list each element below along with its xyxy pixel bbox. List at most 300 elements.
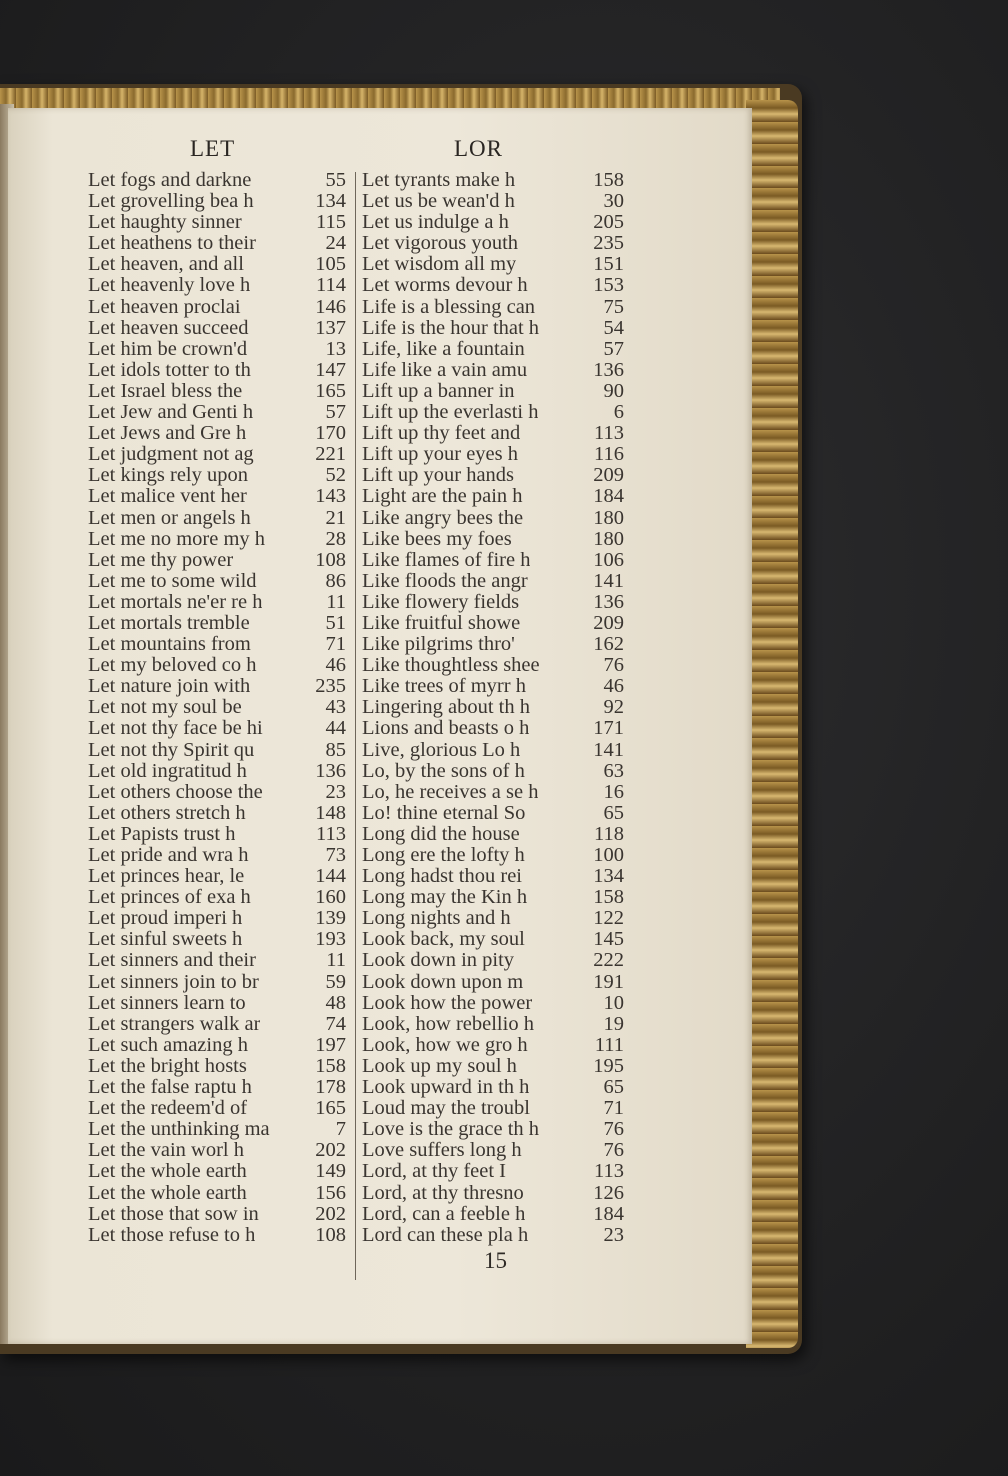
index-entry [362,740,624,761]
hymn-number: 111 [594,1033,624,1056]
entry-first-line: Life is the hour that h [362,317,540,339]
entry-first-line: Lift up a banner in [362,380,515,402]
right-index-column [362,170,624,1246]
column-divider [355,172,356,1280]
entry-first-line: Let haughty sinner [88,212,242,234]
hymn-number: 90 [603,379,624,402]
entry-first-line: Let my beloved co h [88,655,257,677]
entry-first-line: Let worms devour h [362,275,528,297]
hymn-number: 134 [315,190,346,213]
index-entry [88,1204,346,1225]
index-entry [362,486,624,507]
hymn-number: 151 [593,253,624,276]
hymn-number: 76 [603,654,624,677]
index-entry [362,529,624,550]
entry-first-line: Lo, by the sons of h [362,760,525,782]
hymn-number: 85 [325,738,346,761]
hymn-number: 63 [603,759,624,782]
hymn-number: 65 [603,801,624,824]
entry-first-line: Let the false raptu h [88,1077,252,1099]
hymn-number: 51 [325,611,346,634]
index-entry [362,360,624,381]
index-entry [88,170,346,191]
entry-first-line: Let wisdom all my [362,254,517,276]
index-entry [88,908,346,929]
index-entry [362,908,624,929]
hymn-number: 149 [315,1160,346,1183]
entry-first-line: Let heavenly love h [88,275,251,297]
hymn-number: 24 [325,232,346,255]
entry-first-line: Long hadst thou rei [362,866,522,888]
index-entry [362,212,624,233]
entry-first-line: Let those that sow in [88,1203,259,1225]
left-index-column [88,170,346,1246]
index-entry [88,950,346,971]
hymn-number: 158 [593,169,624,191]
entry-first-line: Lift up your hands [362,465,515,487]
hymn-number: 16 [603,780,624,803]
entry-first-line: Lord can these pla h [362,1224,529,1246]
index-entry [88,592,346,613]
entry-first-line: Long did the house [362,823,520,845]
hymn-number: 235 [315,675,346,698]
entry-first-line: Let heaven proclai [88,296,241,318]
index-entry [88,634,346,655]
index-entry [88,1119,346,1140]
entry-first-line: Long may the Kin h [362,887,528,909]
hymn-number: 13 [325,337,346,360]
hymn-number: 44 [325,717,346,740]
entry-first-line: Let Jews and Gre h [88,423,247,445]
hymn-number: 197 [315,1033,346,1056]
entry-first-line: Let kings rely upon [88,465,248,487]
entry-first-line: Like angry bees the [362,507,524,529]
index-entry [362,782,624,803]
hymn-number: 191 [593,970,624,993]
entry-first-line: Live, glorious Lo h [362,739,521,761]
hymn-number: 184 [593,485,624,508]
index-entry [88,360,346,381]
hymn-number: 221 [315,443,346,466]
hymn-number: 10 [603,991,624,1014]
index-entry [88,761,346,782]
entry-first-line: Let others stretch h [88,802,246,824]
index-entry [88,929,346,950]
hymn-number: 116 [594,443,624,466]
hymn-number: 76 [603,1118,624,1141]
entry-first-line: Let proud imperi h [88,908,243,930]
index-entry [362,191,624,212]
index-entry [88,212,346,233]
index-entry [88,297,346,318]
hymn-number: 76 [603,1139,624,1162]
hymn-number: 113 [594,422,624,445]
index-entry [362,592,624,613]
entry-first-line: Let not my soul be [88,697,242,719]
index-entry [362,339,624,360]
hymn-number: 30 [603,190,624,213]
entry-first-line: Let him be crown'd [88,338,248,360]
hymn-number: 106 [593,548,624,571]
entry-first-line: Let not thy Spirit qu [88,739,255,761]
index-entry [362,697,624,718]
index-entry [362,634,624,655]
index-entry [88,529,346,550]
index-entry [88,655,346,676]
left-running-head: LET [190,136,236,161]
hymn-number: 145 [593,928,624,951]
index-entry [88,613,346,634]
hymn-number: 180 [593,527,624,550]
index-entry [88,1035,346,1056]
entry-first-line: Let me to some wild [88,570,257,592]
hymn-number: 209 [593,611,624,634]
hymn-number: 158 [315,1054,346,1077]
hymn-number: 52 [325,464,346,487]
hymn-number: 74 [325,1012,346,1035]
entry-first-line: Like bees my foes [362,528,512,550]
hymn-number: 23 [603,1223,624,1246]
entry-first-line: Let tyrants make h [362,170,516,191]
entry-first-line: Let men or angels h [88,507,251,529]
hymn-number: 71 [603,1097,624,1120]
entry-first-line: Let those refuse to h [88,1224,256,1246]
index-entry [362,508,624,529]
index-entry [88,1161,346,1182]
index-entry [88,845,346,866]
hymn-number: 28 [325,527,346,550]
hymn-number: 209 [593,464,624,487]
hymn-number: 126 [593,1181,624,1204]
hymn-number: 146 [315,295,346,318]
entry-first-line: Loud may the troubl [362,1098,530,1120]
entry-first-line: Let old ingratitud h [88,760,247,782]
hymn-number: 137 [315,316,346,339]
entry-first-line: Lord, can a feeble h [362,1203,526,1225]
hymn-number: 147 [315,358,346,381]
hymn-number: 21 [325,506,346,529]
entry-first-line: Lift up your eyes h [362,444,518,466]
index-entry [362,571,624,592]
hymn-number: 153 [593,274,624,297]
hymn-number: 113 [594,1160,624,1183]
index-entry [362,1014,624,1035]
entry-first-line: Let nature join with [88,676,251,698]
entry-first-line: Let heaven, and all [88,254,244,276]
hymn-number: 11 [326,590,346,613]
index-entry [362,1140,624,1161]
index-entry [362,297,624,318]
entry-first-line: Look how the power [362,992,533,1014]
hymn-number: 108 [315,548,346,571]
hymn-number: 43 [325,696,346,719]
page-number: 15 [484,1248,507,1273]
hymn-number: 171 [593,717,624,740]
entry-first-line: Let idols totter to th [88,359,251,381]
index-entry [88,1183,346,1204]
entry-first-line: Let mountains from [88,634,251,656]
index-entry [88,381,346,402]
hymn-number: 115 [316,211,346,234]
index-entry [88,803,346,824]
entry-first-line: Look, how rebellio h [362,1013,534,1035]
entry-first-line: Like flames of fire h [362,549,531,571]
index-entry [362,803,624,824]
index-entry [88,254,346,275]
hymn-number: 143 [315,485,346,508]
index-entry [362,1119,624,1140]
hymn-number: 144 [315,865,346,888]
hymn-number: 235 [593,232,624,255]
index-entry [88,423,346,444]
index-entry [88,402,346,423]
entry-first-line: Look back, my soul [362,929,525,951]
entry-first-line: Let the whole earth [88,1182,247,1204]
index-entry [362,1056,624,1077]
index-entry [362,761,624,782]
entry-first-line: Long ere the lofty h [362,845,525,866]
hymn-number: 156 [315,1181,346,1204]
entry-first-line: Look upward in th h [362,1077,530,1099]
entry-first-line: Let strangers walk ar [88,1013,261,1035]
index-entry [88,444,346,465]
hymn-number: 141 [593,738,624,761]
hymn-number: 48 [325,991,346,1014]
entry-first-line: Let us indulge a h [362,212,509,234]
index-entry [88,866,346,887]
entry-first-line: Love suffers long h [362,1140,522,1162]
index-entry [362,1077,624,1098]
index-entry [88,993,346,1014]
index-entry [88,465,346,486]
entry-first-line: Let heaven succeed [88,317,249,339]
index-entry [362,1098,624,1119]
hymn-number: 202 [315,1139,346,1162]
hymn-number: 180 [593,506,624,529]
hymn-number: 92 [603,696,624,719]
index-entry [88,191,346,212]
entry-first-line: Let the bright hosts [88,1055,247,1077]
index-entry [362,950,624,971]
hymn-number: 100 [593,844,624,866]
index-entry [88,782,346,803]
index-entry [88,676,346,697]
index-entry [88,887,346,908]
index-entry [362,233,624,254]
hymn-number: 65 [603,1076,624,1099]
hymn-number: 118 [594,822,624,845]
entry-first-line: Let me thy power [88,549,234,571]
hymn-number: 158 [593,886,624,909]
hymn-number: 73 [325,844,346,866]
gilt-page-edge-right [746,100,798,1348]
entry-first-line: Like thoughtless shee [362,655,540,677]
entry-first-line: Lingering about th h [362,697,530,719]
entry-first-line: Let mortals tremble [88,612,250,634]
index-entry [362,824,624,845]
hymn-number: 193 [315,928,346,951]
entry-first-line: Let sinful sweets h [88,929,243,951]
entry-first-line: Let the unthinking ma [88,1119,270,1141]
hymn-number: 114 [316,274,346,297]
index-entry [362,972,624,993]
index-entry [88,972,346,993]
hymn-number: 148 [315,801,346,824]
entry-first-line: Like floods the angr [362,570,528,592]
entry-first-line: Let others choose the [88,781,263,803]
entry-first-line: Let malice vent her [88,486,247,508]
index-entry [88,486,346,507]
index-entry [362,676,624,697]
entry-first-line: Let Israel bless the [88,380,243,402]
hymn-number: 195 [593,1054,624,1077]
hymn-number: 222 [593,949,624,972]
index-entry [362,1183,624,1204]
hymn-number: 202 [315,1202,346,1225]
index-entry [362,318,624,339]
hymn-number: 141 [593,569,624,592]
entry-first-line: Let mortals ne'er re h [88,591,263,613]
entry-first-line: Lions and beasts o h [362,718,530,740]
index-entry [88,697,346,718]
index-entry [362,1204,624,1225]
entry-first-line: Like pilgrims thro' [362,634,515,656]
entry-first-line: Let vigorous youth [362,233,519,255]
index-entry [88,339,346,360]
entry-first-line: Let not thy face be hi [88,718,263,740]
index-entry [88,318,346,339]
hymn-number: 59 [325,970,346,993]
entry-first-line: Let princes hear, le [88,866,245,888]
hymn-number: 86 [325,569,346,592]
entry-first-line: Let me no more my h [88,528,266,550]
index-entry [362,170,624,191]
entry-first-line: Look, how we gro h [362,1034,528,1056]
entry-first-line: Life like a vain amu [362,359,528,381]
entry-first-line: Like trees of myrr h [362,676,526,698]
index-entry [88,550,346,571]
entry-first-line: Let pride and wra h [88,845,249,866]
index-entry [88,718,346,739]
hymn-number: 54 [603,316,624,339]
index-entry [362,550,624,571]
hymn-number: 11 [326,949,346,972]
index-entry [88,508,346,529]
hymn-number: 165 [315,1097,346,1120]
index-entry [88,1056,346,1077]
hymn-number: 178 [315,1076,346,1099]
index-entry [362,275,624,296]
index-entry [88,824,346,845]
hymn-number: 108 [315,1223,346,1246]
entry-first-line: Let us be wean'd h [362,191,515,213]
entry-first-line: Let sinners learn to [88,992,246,1014]
entry-first-line: Let judgment not ag [88,444,254,466]
hymn-number: 139 [315,907,346,930]
entry-first-line: Look up my soul h [362,1055,517,1077]
hymn-number: 46 [603,675,624,698]
hymn-number: 71 [325,633,346,656]
index-entry [362,423,624,444]
entry-first-line: Let Jew and Genti h [88,402,254,424]
entry-first-line: Lord, at thy thresno [362,1182,524,1204]
hymn-number: 136 [315,759,346,782]
hymn-number: 170 [315,422,346,445]
index-entry [362,613,624,634]
entry-first-line: Let Papists trust h [88,823,236,845]
index-entry [88,571,346,592]
index-entry [88,1077,346,1098]
index-entry [362,1035,624,1056]
index-entry [362,993,624,1014]
entry-first-line: Long nights and h [362,908,511,930]
index-entry [362,254,624,275]
entry-first-line: Look down in pity [362,950,515,972]
hymn-number: 7 [335,1118,346,1141]
index-entry [362,929,624,950]
entry-first-line: Let heathens to their [88,233,256,255]
right-running-head: LOR [454,136,503,161]
index-entry [362,402,624,423]
entry-first-line: Lo! thine eternal So [362,802,526,824]
entry-first-line: Life, like a fountain [362,338,525,360]
entry-first-line: Like fruitful showe [362,612,521,634]
index-entry [362,866,624,887]
index-entry [362,1161,624,1182]
index-entry [362,444,624,465]
hymn-number: 205 [593,211,624,234]
hymn-number: 75 [603,295,624,318]
hymn-number: 160 [315,886,346,909]
entry-first-line: Lift up thy feet and [362,423,521,445]
index-entry [88,1098,346,1119]
entry-first-line: Let sinners join to br [88,971,259,993]
hymn-number: 113 [316,822,346,845]
entry-first-line: Lift up the everlasti h [362,402,539,424]
index-entry [362,718,624,739]
hymn-number: 23 [325,780,346,803]
hymn-number: 122 [593,907,624,930]
entry-first-line: Lo, he receives a se h [362,781,539,803]
index-entry [362,845,624,866]
hymn-number: 57 [325,401,346,424]
entry-first-line: Like flowery fields [362,591,520,613]
hymn-number: 134 [593,865,624,888]
entry-first-line: Let such amazing h [88,1034,248,1056]
entry-first-line: Life is a blessing can [362,296,536,318]
index-entry [88,1140,346,1161]
hymn-number: 136 [593,590,624,613]
hymn-number: 165 [315,379,346,402]
hymn-number: 57 [603,337,624,360]
index-entry [88,1225,346,1246]
hymn-number: 136 [593,358,624,381]
entry-first-line: Let sinners and their [88,950,256,972]
hymn-number: 46 [325,654,346,677]
entry-first-line: Let the redeem'd of [88,1098,248,1120]
hymn-number: 6 [613,401,624,424]
index-entry [362,1225,624,1246]
index-entry [88,1014,346,1035]
entry-first-line: Let fogs and darkne [88,170,252,191]
hymn-number: 105 [315,253,346,276]
index-entry [362,381,624,402]
index-entry [362,655,624,676]
entry-first-line: Lord, at thy feet I [362,1161,507,1183]
entry-first-line: Light are the pain h [362,486,523,508]
index-entry [88,233,346,254]
entry-first-line: Love is the grace th h [362,1119,540,1141]
